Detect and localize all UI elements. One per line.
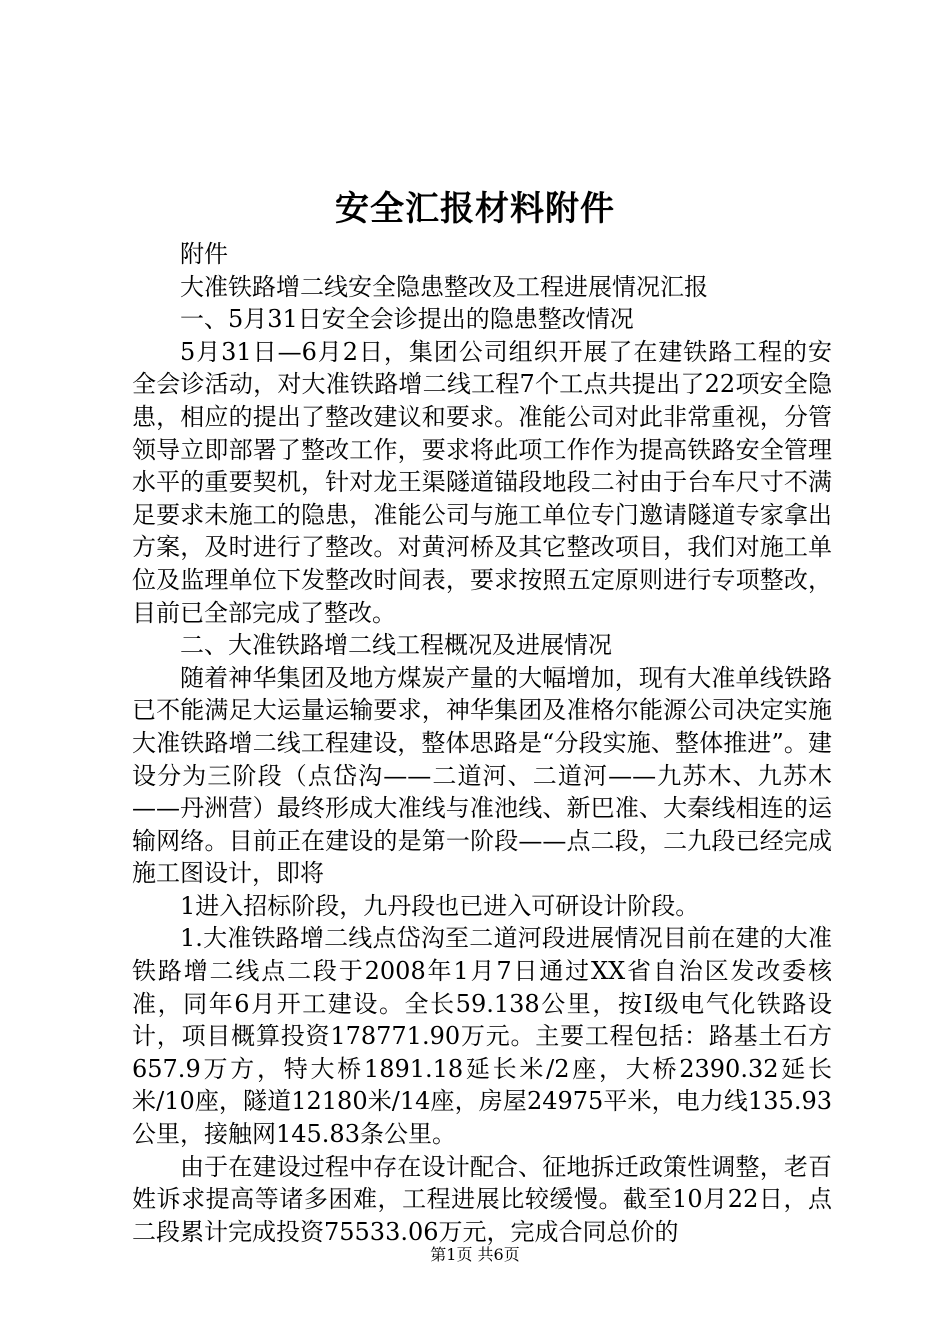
paragraph-section-1-heading: 一、5月31日安全会诊提出的隐患整改情况 xyxy=(180,305,634,334)
document-body xyxy=(132,238,832,1248)
paragraph-attachment-label: 附件 xyxy=(180,240,228,268)
paragraph-progress: 由于在建设过程中存在设计配合、征地拆迁政策性调整，老百姓诉求提高等诸多困难，工程进展比较缓慢。截至10月22日，点二段累计完成投资75533.06万元，完成合同总价的 xyxy=(132,1152,832,1246)
paragraph-section-2-body: 随着神华集团及地方煤炭产量的大幅增加，现有大准单线铁路已不能满足大运量运输要求，神华集团及准格尔能源公司决定实施大准铁路增二线工程建设，整体思路是“分段实施、整体推进”。建设分为三阶段（点岱沟——二道河、二道河——九苏木、九苏木——丹洲营）最终形成大准线与准池线、新巴准、大秦线相连的运输网络。目前正在建设的是第一阶段——点二段，二九段已经完成施工图设计，即将 xyxy=(132,663,832,888)
paragraph-report-heading: 大准铁路增二线安全隐患整改及工程进展情况汇报 xyxy=(180,272,708,301)
paragraph-section-1-body: 5月31日—6月2日，集团公司组织开展了在建铁路工程的安全会诊活动，对大准铁路增二线工程7个工点共提出了22项安全隐患，相应的提出了整改建议和要求。准能公司对此非常重视，分管领导立即部署了整改工作，要求将此项工作作为提高铁路安全管理水平的重要契机，针对龙王渠隧道锚段地段二衬由于台车尺寸不满足要求未施工的隐患，准能公司与施工单位专门邀请隧道专家拿出方案，及时进行了整改。对黄河桥及其它整改项目，我们对施工单位及监理单位下发整改时间表，要求按照五定原则进行专项整改，目前已全部完成了整改。 xyxy=(132,337,832,627)
paragraph-section-2-heading: 二、大准铁路增二线工程概况及进展情况 xyxy=(180,631,612,660)
page-number-footer: 第1页 共6页 xyxy=(430,1245,520,1264)
paragraph-continuation: 1进入招标阶段，九丹段也已进入可研设计阶段。 xyxy=(180,891,700,920)
paragraph-subsection-1: 1.大准铁路增二线点岱沟至二道河段进展情况目前在建的大准铁路增二线点二段于2008年1月7日通过XX省自治区发改委核准，同年6月开工建设。全长59.138公里，按Ⅰ级电气化铁路设计，项目概算投资178771.90万元。主要工程包括：路基土石方657.9万方，特大桥1891.18延长米/2座，大桥2390.32延长米/10座，隧道12180米/14座，房屋24975平米，电力线135.93公里，接触网145.83条公里。 xyxy=(132,924,832,1149)
document-title: 安全汇报材料附件 xyxy=(335,189,615,229)
